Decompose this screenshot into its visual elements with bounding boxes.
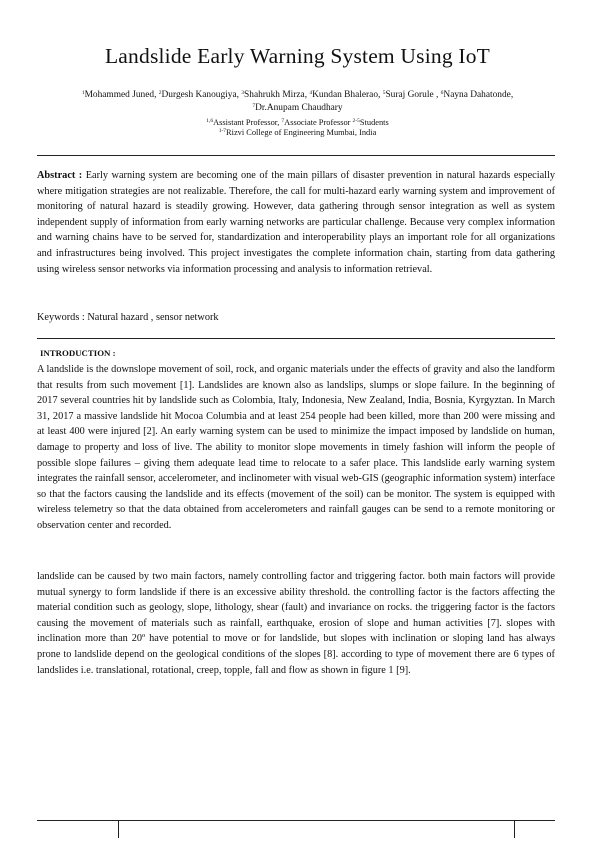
author-sup: 4 [309, 90, 313, 96]
author-sup: 7 [252, 102, 256, 109]
section-divider [37, 338, 555, 339]
abstract-text: Early warning system are becoming one of the main pillars of disaster prevention in natural hazards especially where mitigation strategies are not realizable. Therefore, the call for multi-hazard early warning system and improvement of monitoring of natural hazard is steadily growing. However, data gathering through sensor integration as well as system independent supply of information from early warning networks are particular challenge. Because very complex information and warning chains have to be served for, standardization and interoperability plays an important role for all organizations and infrastructures being involved. This project investigates the complete information chain, starting from data gathering using wireless sensor networks via information processing and analysis to information retrieval. [37, 170, 556, 275]
author-sup: 6 [440, 90, 444, 96]
footer-tick [514, 820, 515, 838]
author-sup: 2 [158, 90, 162, 96]
affiliation-text: Rizvi College of Engineering Mumbai, India [226, 128, 377, 137]
author-sup: 1 [81, 90, 85, 96]
author-name: Shahrukh Mirza, [244, 90, 310, 100]
author-name: Suraj Gorule , [385, 90, 439, 100]
affiliation-text: Students [359, 118, 389, 127]
author-name: Kundan Bhalerao, [312, 90, 383, 100]
intro-paragraph-1: A landslide is the downslope movement of soil, rock, and organic materials under the effects of gravity and also the landform that results from such movement [1]. Landslides are known also as landslips, slumps or slope failure. In the beginning of 2017 several countries hit by landslide such as Colombia, Italy, Indonesia, New Zealand, India, Bosnia, Kyrgyztan. In March 31, 2017 a massive landslide hit Mocoa Columbia and at least 254 people had been killed, more than 200 were missing and at least 400 were injured [2]. An early warning system can be used to minimize the impact imposed by landslide on human, damage to property and loss of live. The ability to monitor slope movements in timely fashion will inform the people of possible slope failures – giving them adequate lead time to relocate to a safer place. This landslide early warning system integrates the rainfall sensor, accelerometer, and inclinometer with visual web-GIS (geographic information system) interface so that the factors causing the landslide and its effects (movement of the soil) can be monitor. The system is equipped with wireless telemetry so that the data obtained from accelerometers and rainfall gauges can be send to a remote monitoring or observation center and recorded. [37, 364, 555, 531]
affiliation-sup: 7 [281, 118, 285, 124]
author-sup: 5 [382, 90, 386, 96]
author-name: Mohammed Juned, [84, 90, 159, 100]
affiliation-sup: 1-7 [218, 128, 227, 134]
abstract-label: Abstract : [37, 170, 83, 181]
intro-paragraph-2: landslide can be caused by two main factors, namely controlling factor and triggering factor. both main factors will provide mutual synergy to form landslide if there is an excessive ability threshold. the controlling factor is the factors affecting the material condition such as geology, slope, lithology, shear (fault) and invariance on rocks. the triggering factor is the factors causing the movement of materials such as rainfall, earthquake, erosion of slope and human activities [7]. slopes with inclination more than 20º have potential to move or for landslide, but slopes with inclination or sloping land has always prone to landslide depend on the geological conditions of the slopes [8]. according to type of movement there are 6 types of landslides i.e. translational, rotational, creep, topple, fall and flow as shown in figure 1 [9]. [37, 571, 555, 676]
footer-tick [118, 820, 119, 838]
author-sup: 3 [241, 90, 245, 96]
paper-title: Landslide Early Warning System Using IoT [104, 44, 491, 68]
affiliation-sup: 1,6 [206, 118, 214, 124]
header-divider [37, 155, 555, 156]
abstract [37, 168, 555, 277]
affiliation-roles [40, 118, 555, 128]
affiliation-sup: 2-5 [352, 118, 360, 124]
author-name: Nayna Dahatonde, [443, 90, 514, 100]
footer-divider [37, 820, 555, 821]
section-heading: INTRODUCTION : [40, 348, 116, 358]
keywords: Keywords : Natural hazard , sensor network [37, 312, 219, 323]
affiliation-text: Associate Professor [284, 118, 353, 127]
author-name: Dr.Anupam Chaudhary [255, 102, 343, 113]
affiliations [40, 118, 555, 138]
affiliation-text: Assistant Professor, [213, 118, 282, 127]
author-list [40, 89, 555, 114]
author-name: Durgesh Kanougiya, [161, 90, 242, 100]
affiliation-institution [40, 128, 555, 138]
